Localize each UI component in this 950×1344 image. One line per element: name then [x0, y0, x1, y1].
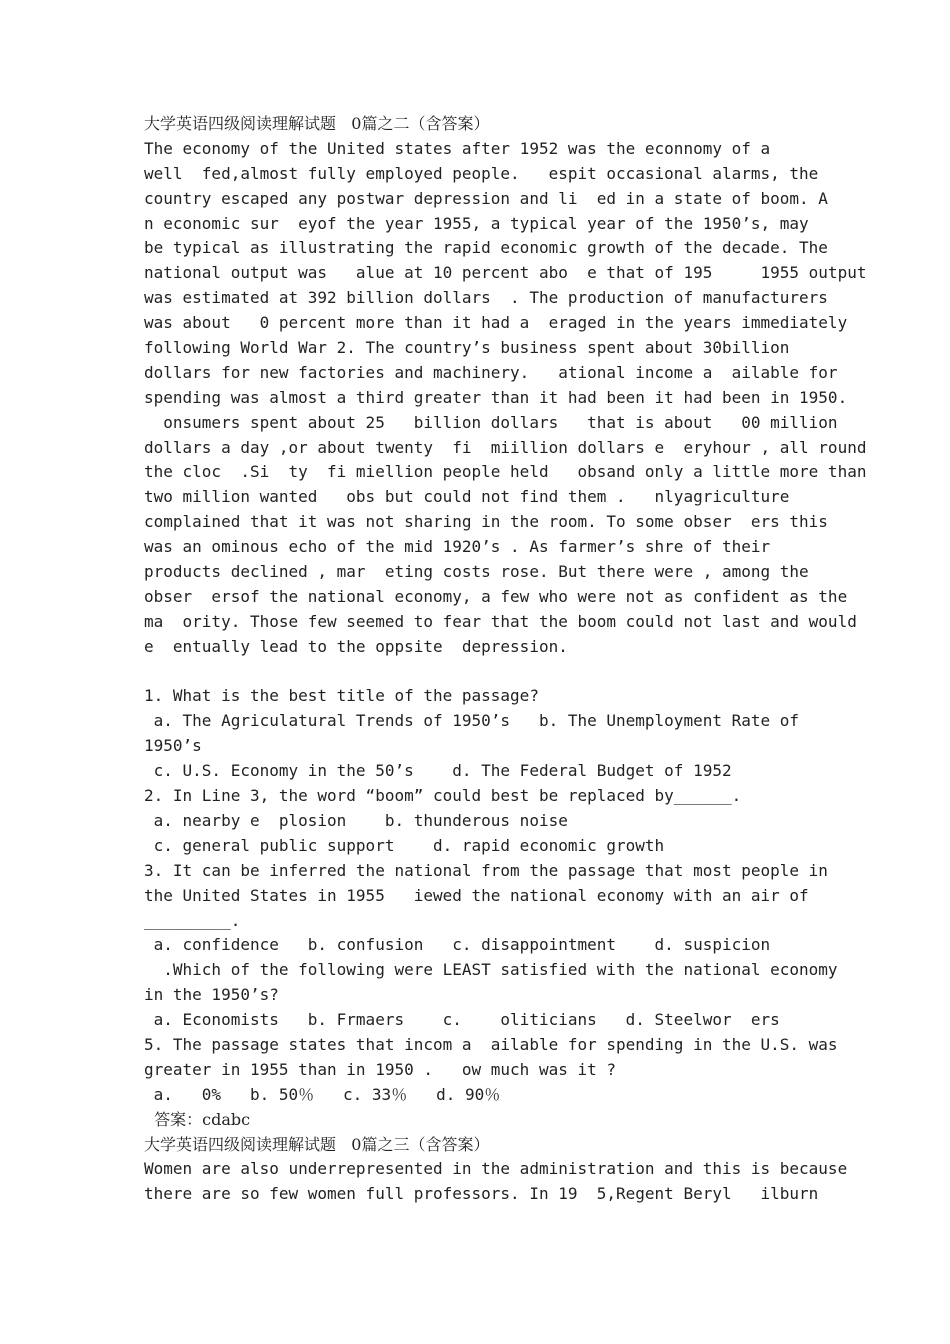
spacer — [144, 660, 854, 685]
question-line: 1. What is the best title of the passage? — [144, 686, 539, 706]
passage — [144, 137, 867, 660]
passage-line: was an ominous echo of the mid 1920’s . As farmer’s shre of their — [144, 537, 771, 557]
question-line: 1950’s — [144, 736, 202, 756]
passage-line: the cloc .Si ty fi miellion people held obsand only a little more than — [144, 462, 867, 482]
passage-line: Women are also underrepresented in the administration and this is because — [144, 1159, 848, 1179]
passage-line: The economy of the United states after 1952 was the econnomy of a — [144, 138, 771, 158]
question-line: in the 1950’s? — [144, 985, 279, 1005]
passage-line: n economic sur eyof the year 1955, a typical year of the 1950’s, may — [144, 213, 809, 233]
passage-line: national output was alue at 10 percent abo e that of 195 1955 output — [144, 263, 867, 283]
passage-line: two million wanted obs but could not find them . nlyagriculture — [144, 487, 790, 507]
question-line: c. U.S. Economy in the 50’s d. The Federal Budget of 1952 — [144, 761, 732, 781]
question-line: a. Economists b. Frmaers c. oliticians d. Steelwor ers — [144, 1010, 780, 1030]
question-line: 5. The passage states that incom a ailable for spending in the U.S. was — [144, 1034, 838, 1054]
question-line: 2. In Line 3, the word “boom” could best be replaced by______. — [144, 786, 742, 806]
passage-line: there are so few women full professors. In 19 5,Regent Beryl ilburn — [144, 1184, 819, 1204]
passage-line: was estimated at 392 billion dollars . The production of manufacturers — [144, 288, 828, 308]
question-line: the United States in 1955 iewed the national economy with an air of — [144, 885, 809, 905]
passage-line: e entually lead to the oppsite depression. — [144, 636, 568, 656]
questions — [144, 684, 854, 1107]
passage-line: dollars a day ,or about twenty fi miillion dollars e eryhour , all round — [144, 437, 867, 457]
passage-line: products declined , mar eting costs rose. But there were , among the — [144, 562, 809, 582]
answer-key: 答案：cdabc — [144, 1109, 251, 1129]
question-line: a. 0% b. 50％ c. 33％ d. 90％ — [144, 1084, 501, 1104]
question-line: 3. It can be inferred the national from the passage that most people in — [144, 860, 828, 880]
passage-line: country escaped any postwar depression and li ed in a state of boom. A — [144, 188, 828, 208]
question-line: a. confidence b. confusion c. disappointment d. suspicion — [144, 935, 771, 955]
passage-line: was about 0 percent more than it had a eraged in the years immediately — [144, 313, 848, 333]
passage-line: ma ority. Those few seemed to fear that the boom could not last and would — [144, 611, 857, 631]
document-page — [144, 112, 867, 1207]
section-title: 大学英语四级阅读理解试题 0篇之三（含答案） — [144, 1134, 490, 1154]
question-line: a. nearby e plosion b. thunderous noise — [144, 810, 568, 830]
question-line: a. The Agriculatural Trends of 1950’s b. The Unemployment Rate of — [144, 711, 800, 731]
passage-line: dollars for new factories and machinery. ational income a ailable for — [144, 362, 838, 382]
question-line: _________. — [144, 910, 241, 930]
passage-line: spending was almost a third greater than it had been it had been in 1950. — [144, 387, 848, 407]
passage-line: complained that it was not sharing in the room. To some obser ers this — [144, 512, 828, 532]
question-line: c. general public support d. rapid economic growth — [144, 835, 665, 855]
passage-line: onsumers spent about 25 billion dollars that is about 00 million — [144, 412, 838, 432]
section-title: 大学英语四级阅读理解试题 0篇之二（含答案） — [144, 114, 490, 133]
passage-line: well fed,almost fully employed people. espit occasional alarms, the — [144, 163, 819, 183]
passage-line: be typical as illustrating the rapid economic growth of the decade. The — [144, 238, 828, 258]
question-line: greater in 1955 than in 1950 . ow much was it ? — [144, 1059, 617, 1079]
passage-line: obser ersof the national economy, a few who were not as confident as the — [144, 586, 848, 606]
passage-line: following World War 2. The country’s business spent about 30billion — [144, 338, 790, 358]
question-line: .Which of the following were LEAST satisfied with the national economy — [144, 960, 838, 980]
